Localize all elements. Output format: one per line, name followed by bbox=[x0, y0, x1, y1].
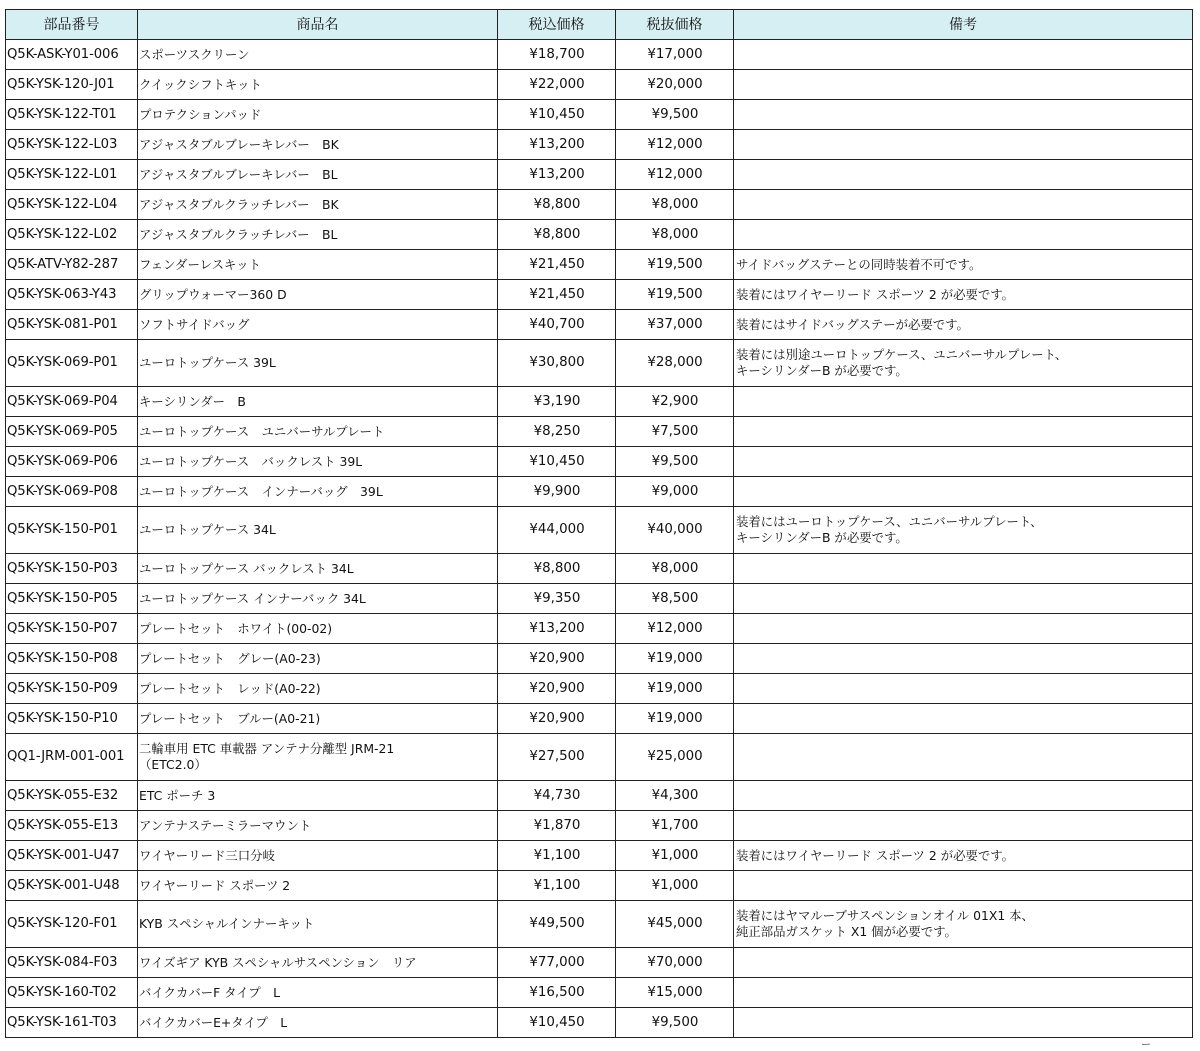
price-excl-tax-cell: ¥15,000 bbox=[616, 978, 734, 1008]
price-excl-tax-cell: ¥7,500 bbox=[616, 417, 734, 447]
product-name-line: スポーツスクリーン bbox=[139, 46, 250, 62]
remarks-cell bbox=[734, 948, 1193, 978]
table-row bbox=[6, 811, 1193, 841]
remarks-cell bbox=[734, 554, 1193, 584]
price-incl-tax-cell: ¥10,450 bbox=[498, 100, 616, 130]
product-name-cell bbox=[138, 40, 498, 70]
price-incl-tax-cell: ¥21,450 bbox=[498, 280, 616, 310]
part-number-cell: Q5K-YSK-081-P01 bbox=[6, 310, 138, 340]
table-row bbox=[6, 387, 1193, 417]
price-incl-tax-cell: ¥8,800 bbox=[498, 220, 616, 250]
price-excl-tax-cell: ¥9,500 bbox=[616, 447, 734, 477]
price-incl-tax-cell: ¥13,200 bbox=[498, 130, 616, 160]
price-excl-tax-cell: ¥19,500 bbox=[616, 280, 734, 310]
price-incl-tax-cell: ¥21,450 bbox=[498, 250, 616, 280]
product-name-line: ユーロトップケース インナーバック 34L bbox=[139, 590, 366, 606]
product-name-line: アジャスタブルクラッチレバー BL bbox=[139, 226, 338, 242]
part-number-cell: Q5K-YSK-069-P05 bbox=[6, 417, 138, 447]
product-name-line: ユーロトップケース バックレスト 34L bbox=[139, 560, 354, 576]
price-excl-tax-cell: ¥9,000 bbox=[616, 477, 734, 507]
price-excl-tax-cell: ¥19,500 bbox=[616, 250, 734, 280]
price-incl-tax-cell: ¥1,100 bbox=[498, 841, 616, 871]
product-name-cell bbox=[138, 130, 498, 160]
remarks-cell bbox=[734, 250, 1193, 280]
part-number-cell: Q5K-YSK-063-Y43 bbox=[6, 280, 138, 310]
part-number-cell: Q5K-YSK-150-P08 bbox=[6, 644, 138, 674]
table-body bbox=[6, 40, 1193, 1038]
remarks-cell bbox=[734, 160, 1193, 190]
table-row bbox=[6, 507, 1193, 554]
remarks-line: 装着にはワイヤーリード スポーツ 2 が必要です。 bbox=[736, 847, 1015, 863]
price-excl-tax-cell: ¥25,000 bbox=[616, 734, 734, 781]
remarks-cell bbox=[734, 507, 1193, 554]
remarks-cell bbox=[734, 978, 1193, 1008]
table-row bbox=[6, 554, 1193, 584]
price-excl-tax-cell: ¥1,000 bbox=[616, 841, 734, 871]
remarks-cell bbox=[734, 811, 1193, 841]
table-row bbox=[6, 220, 1193, 250]
price-incl-tax-cell: ¥9,350 bbox=[498, 584, 616, 614]
product-name-cell bbox=[138, 614, 498, 644]
part-number-cell: Q5K-YSK-084-F03 bbox=[6, 948, 138, 978]
product-name-cell bbox=[138, 841, 498, 871]
table-row bbox=[6, 781, 1193, 811]
price-excl-tax-cell: ¥70,000 bbox=[616, 948, 734, 978]
remarks-cell bbox=[734, 1008, 1193, 1038]
header-part-number: 部品番号 bbox=[6, 10, 138, 40]
product-name-line: ワイヤーリード三口分岐 bbox=[139, 847, 275, 863]
product-name-line: 二輪車用 ETC 車載器 アンテナ分離型 JRM-21 bbox=[139, 741, 395, 756]
product-name-cell bbox=[138, 310, 498, 340]
table-row bbox=[6, 250, 1193, 280]
part-number-cell: Q5K-YSK-161-T03 bbox=[6, 1008, 138, 1038]
product-name-cell bbox=[138, 160, 498, 190]
price-incl-tax-cell: ¥20,900 bbox=[498, 644, 616, 674]
remarks-cell bbox=[734, 584, 1193, 614]
remarks-cell bbox=[734, 310, 1193, 340]
remarks-line: 装着にはサイドバッグステーが必要です。 bbox=[736, 316, 969, 332]
product-name-line: プレートセット ブルー(A0-21) bbox=[139, 710, 321, 726]
remarks-line: 純正部品ガスケット X1 個が必要です。 bbox=[736, 924, 957, 939]
price-excl-tax-cell: ¥28,000 bbox=[616, 340, 734, 387]
price-incl-tax-cell: ¥10,450 bbox=[498, 1008, 616, 1038]
table-row bbox=[6, 190, 1193, 220]
table-row bbox=[6, 160, 1193, 190]
price-incl-tax-cell: ¥1,100 bbox=[498, 871, 616, 901]
part-number-cell: Q5K-YSK-150-P01 bbox=[6, 507, 138, 554]
product-name-cell bbox=[138, 901, 498, 948]
remarks-cell bbox=[734, 871, 1193, 901]
product-name-line: ETC ポーチ 3 bbox=[139, 787, 216, 803]
table-row bbox=[6, 901, 1193, 948]
remarks-cell bbox=[734, 734, 1193, 781]
product-name-line: ワイヤーリード スポーツ 2 bbox=[139, 877, 291, 893]
remarks-cell bbox=[734, 40, 1193, 70]
part-number-cell: Q5K-ASK-Y01-006 bbox=[6, 40, 138, 70]
product-name-cell bbox=[138, 1008, 498, 1038]
price-incl-tax-cell: ¥20,900 bbox=[498, 704, 616, 734]
remarks-cell bbox=[734, 781, 1193, 811]
part-number-cell: Q5K-YSK-069-P06 bbox=[6, 447, 138, 477]
price-incl-tax-cell: ¥10,450 bbox=[498, 447, 616, 477]
product-name-line: グリップウォーマー360 D bbox=[139, 286, 287, 302]
product-name-line: バイクカバーE+タイプ L bbox=[139, 1014, 288, 1030]
part-number-cell: Q5K-YSK-069-P01 bbox=[6, 340, 138, 387]
remarks-cell bbox=[734, 340, 1193, 387]
part-number-cell: Q5K-YSK-150-P10 bbox=[6, 704, 138, 734]
remarks-cell bbox=[734, 477, 1193, 507]
product-name-line: ソフトサイドバッグ bbox=[139, 316, 250, 332]
product-name-line: アンテナステーミラーマウント bbox=[139, 817, 312, 833]
product-name-cell bbox=[138, 948, 498, 978]
remarks-cell bbox=[734, 220, 1193, 250]
remarks-cell bbox=[734, 417, 1193, 447]
remarks-cell bbox=[734, 387, 1193, 417]
remarks-cell bbox=[734, 190, 1193, 220]
product-name-line: KYB スペシャルインナーキット bbox=[139, 916, 315, 931]
table-row bbox=[6, 614, 1193, 644]
product-name-cell bbox=[138, 871, 498, 901]
product-name-cell bbox=[138, 220, 498, 250]
product-name-cell bbox=[138, 978, 498, 1008]
price-excl-tax-cell: ¥19,000 bbox=[616, 704, 734, 734]
product-name-cell bbox=[138, 644, 498, 674]
price-incl-tax-cell: ¥9,900 bbox=[498, 477, 616, 507]
remarks-cell bbox=[734, 70, 1193, 100]
price-incl-tax-cell: ¥13,200 bbox=[498, 160, 616, 190]
price-excl-tax-cell: ¥1,700 bbox=[616, 811, 734, 841]
price-excl-tax-cell: ¥8,000 bbox=[616, 220, 734, 250]
product-name-cell bbox=[138, 554, 498, 584]
header-price-incl-tax: 税込価格 bbox=[498, 10, 616, 40]
part-number-cell: Q5K-YSK-122-T01 bbox=[6, 100, 138, 130]
price-excl-tax-cell: ¥19,000 bbox=[616, 674, 734, 704]
table-row bbox=[6, 280, 1193, 310]
header-price-excl-tax: 税抜価格 bbox=[616, 10, 734, 40]
product-name-cell bbox=[138, 387, 498, 417]
table-row bbox=[6, 340, 1193, 387]
product-name-cell bbox=[138, 734, 498, 781]
price-excl-tax-cell: ¥12,000 bbox=[616, 130, 734, 160]
price-excl-tax-cell: ¥45,000 bbox=[616, 901, 734, 948]
table-row bbox=[6, 674, 1193, 704]
part-number-cell: Q5K-YSK-122-L01 bbox=[6, 160, 138, 190]
table-row bbox=[6, 948, 1193, 978]
product-name-line: ユーロトップケース インナーバッグ 39L bbox=[139, 483, 383, 499]
price-excl-tax-cell: ¥37,000 bbox=[616, 310, 734, 340]
part-number-cell: Q5K-YSK-055-E32 bbox=[6, 781, 138, 811]
remarks-cell bbox=[734, 447, 1193, 477]
table-row bbox=[6, 477, 1193, 507]
price-incl-tax-cell: ¥77,000 bbox=[498, 948, 616, 978]
part-number-cell: Q5K-YSK-120-J01 bbox=[6, 70, 138, 100]
product-name-cell bbox=[138, 477, 498, 507]
price-excl-tax-cell: ¥8,000 bbox=[616, 190, 734, 220]
remarks-line: キーシリンダーB が必要です。 bbox=[736, 530, 908, 545]
product-name-line: （ETC2.0） bbox=[139, 757, 207, 772]
remarks-cell bbox=[734, 130, 1193, 160]
product-name-line: フェンダーレスキット bbox=[139, 256, 261, 272]
price-incl-tax-cell: ¥30,800 bbox=[498, 340, 616, 387]
product-name-cell bbox=[138, 340, 498, 387]
price-incl-tax-cell: ¥16,500 bbox=[498, 978, 616, 1008]
product-name-cell bbox=[138, 190, 498, 220]
product-name-cell bbox=[138, 781, 498, 811]
table-row bbox=[6, 40, 1193, 70]
product-name-line: ワイズギア KYB スペシャルサスペンション リア bbox=[139, 954, 417, 970]
part-number-cell: Q5K-ATV-Y82-287 bbox=[6, 250, 138, 280]
product-name-line: プレートセット ホワイト(00-02) bbox=[139, 620, 333, 636]
table-row bbox=[6, 584, 1193, 614]
price-excl-tax-cell: ¥9,500 bbox=[616, 100, 734, 130]
price-incl-tax-cell: ¥20,900 bbox=[498, 674, 616, 704]
table-row bbox=[6, 417, 1193, 447]
part-number-cell: Q5K-YSK-069-P08 bbox=[6, 477, 138, 507]
price-excl-tax-cell: ¥8,000 bbox=[616, 554, 734, 584]
remarks-cell bbox=[734, 901, 1193, 948]
header-product-name: 商品名 bbox=[138, 10, 498, 40]
product-name-line: ユーロトップケース 34L bbox=[139, 522, 276, 537]
price-incl-tax-cell: ¥8,250 bbox=[498, 417, 616, 447]
price-incl-tax-cell: ¥13,200 bbox=[498, 614, 616, 644]
table-row bbox=[6, 100, 1193, 130]
page-corner-mark: ー bbox=[1141, 1040, 1151, 1051]
remarks-line: 装着には別途ユーロトップケース、ユニバーサルプレート、 bbox=[736, 347, 1068, 362]
price-incl-tax-cell: ¥1,870 bbox=[498, 811, 616, 841]
product-name-cell bbox=[138, 584, 498, 614]
price-excl-tax-cell: ¥9,500 bbox=[616, 1008, 734, 1038]
product-name-line: プロテクションパッド bbox=[139, 106, 262, 122]
product-name-cell bbox=[138, 507, 498, 554]
part-number-cell: Q5K-YSK-160-T02 bbox=[6, 978, 138, 1008]
table-row bbox=[6, 841, 1193, 871]
remarks-cell bbox=[734, 644, 1193, 674]
price-incl-tax-cell: ¥4,730 bbox=[498, 781, 616, 811]
price-incl-tax-cell: ¥40,700 bbox=[498, 310, 616, 340]
part-number-cell: Q5K-YSK-122-L03 bbox=[6, 130, 138, 160]
table-row bbox=[6, 871, 1193, 901]
price-excl-tax-cell: ¥12,000 bbox=[616, 614, 734, 644]
table-row bbox=[6, 70, 1193, 100]
price-excl-tax-cell: ¥12,000 bbox=[616, 160, 734, 190]
product-name-line: ユーロトップケース ユニバーサルプレート bbox=[139, 423, 385, 439]
part-number-cell: Q5K-YSK-150-P09 bbox=[6, 674, 138, 704]
price-excl-tax-cell: ¥19,000 bbox=[616, 644, 734, 674]
price-excl-tax-cell: ¥17,000 bbox=[616, 40, 734, 70]
remarks-cell bbox=[734, 674, 1193, 704]
price-incl-tax-cell: ¥18,700 bbox=[498, 40, 616, 70]
part-number-cell: Q5K-YSK-001-U47 bbox=[6, 841, 138, 871]
product-name-cell bbox=[138, 674, 498, 704]
remarks-cell bbox=[734, 280, 1193, 310]
product-name-line: バイクカバーF タイプ L bbox=[139, 984, 281, 1000]
part-number-cell: Q5K-YSK-150-P05 bbox=[6, 584, 138, 614]
product-name-line: クイックシフトキット bbox=[139, 76, 262, 92]
product-name-cell bbox=[138, 417, 498, 447]
table-row bbox=[6, 734, 1193, 781]
product-name-cell bbox=[138, 704, 498, 734]
remarks-cell bbox=[734, 841, 1193, 871]
price-excl-tax-cell: ¥20,000 bbox=[616, 70, 734, 100]
table-row bbox=[6, 704, 1193, 734]
remarks-line: 装着にはユーロトップケース、ユニバーサルプレート、 bbox=[736, 514, 1043, 529]
product-name-line: アジャスタブルブレーキレバー BK bbox=[139, 136, 339, 152]
price-incl-tax-cell: ¥3,190 bbox=[498, 387, 616, 417]
part-number-cell: Q5K-YSK-122-L04 bbox=[6, 190, 138, 220]
product-name-cell bbox=[138, 250, 498, 280]
product-name-line: アジャスタブルブレーキレバー BL bbox=[139, 166, 338, 182]
product-name-line: ユーロトップケース 39L bbox=[139, 355, 276, 370]
price-incl-tax-cell: ¥8,800 bbox=[498, 190, 616, 220]
remarks-cell bbox=[734, 614, 1193, 644]
price-excl-tax-cell: ¥8,500 bbox=[616, 584, 734, 614]
remarks-line: 装着にはワイヤーリード スポーツ 2 が必要です。 bbox=[736, 286, 1015, 302]
price-incl-tax-cell: ¥49,500 bbox=[498, 901, 616, 948]
product-name-line: キーシリンダー B bbox=[139, 393, 246, 409]
product-name-line: プレートセット レッド(A0-22) bbox=[139, 680, 321, 696]
product-name-cell bbox=[138, 447, 498, 477]
remarks-cell bbox=[734, 704, 1193, 734]
table-row bbox=[6, 978, 1193, 1008]
remarks-line: サイドバッグステーとの同時装着不可です。 bbox=[736, 256, 982, 272]
part-number-cell: Q5K-YSK-069-P04 bbox=[6, 387, 138, 417]
part-number-cell: Q5K-YSK-150-P03 bbox=[6, 554, 138, 584]
product-name-cell bbox=[138, 811, 498, 841]
part-number-cell: Q5K-YSK-055-E13 bbox=[6, 811, 138, 841]
part-number-cell: Q5K-YSK-120-F01 bbox=[6, 901, 138, 948]
part-number-cell: Q5K-YSK-001-U48 bbox=[6, 871, 138, 901]
product-name-cell bbox=[138, 280, 498, 310]
price-excl-tax-cell: ¥40,000 bbox=[616, 507, 734, 554]
price-incl-tax-cell: ¥8,800 bbox=[498, 554, 616, 584]
table-row bbox=[6, 130, 1193, 160]
remarks-line: 装着にはヤマルーブサスペンションオイル 01X1 本、 bbox=[736, 908, 1034, 923]
parts-price-table bbox=[5, 9, 1193, 1038]
table-header-row bbox=[6, 10, 1193, 40]
product-name-line: アジャスタブルクラッチレバー BK bbox=[139, 196, 339, 212]
part-number-cell: Q5K-YSK-122-L02 bbox=[6, 220, 138, 250]
price-excl-tax-cell: ¥1,000 bbox=[616, 871, 734, 901]
table-row bbox=[6, 1008, 1193, 1038]
product-name-line: プレートセット グレー(A0-23) bbox=[139, 650, 321, 666]
header-remarks: 備考 bbox=[734, 10, 1193, 40]
product-name-cell bbox=[138, 100, 498, 130]
price-incl-tax-cell: ¥44,000 bbox=[498, 507, 616, 554]
price-excl-tax-cell: ¥2,900 bbox=[616, 387, 734, 417]
table-row bbox=[6, 447, 1193, 477]
product-name-line: ユーロトップケース バックレスト 39L bbox=[139, 453, 363, 469]
product-name-cell bbox=[138, 70, 498, 100]
price-incl-tax-cell: ¥27,500 bbox=[498, 734, 616, 781]
table-row bbox=[6, 644, 1193, 674]
part-number-cell: Q5K-YSK-150-P07 bbox=[6, 614, 138, 644]
price-incl-tax-cell: ¥22,000 bbox=[498, 70, 616, 100]
part-number-cell: QQ1-JRM-001-001 bbox=[6, 734, 138, 781]
price-excl-tax-cell: ¥4,300 bbox=[616, 781, 734, 811]
table-row bbox=[6, 310, 1193, 340]
remarks-line: キーシリンダーB が必要です。 bbox=[736, 363, 908, 378]
remarks-cell bbox=[734, 100, 1193, 130]
